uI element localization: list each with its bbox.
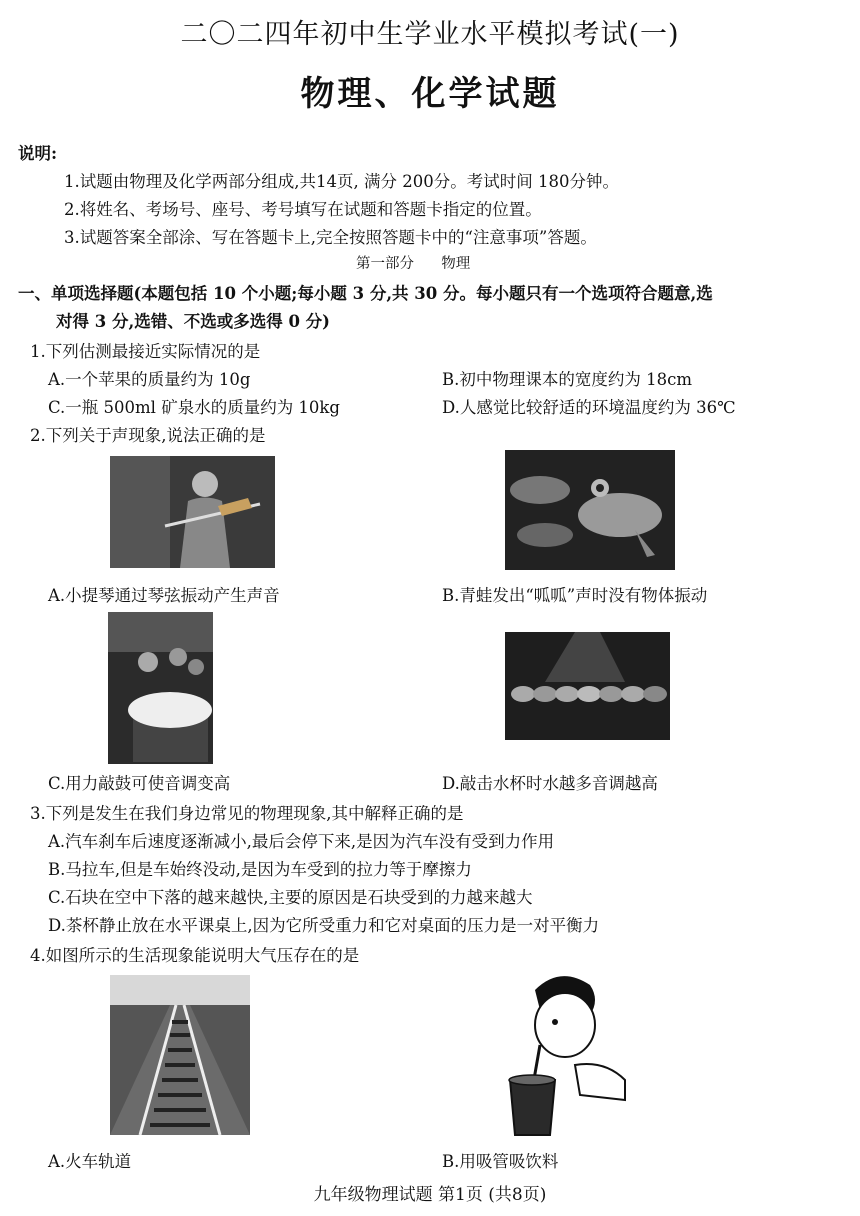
section-heading-line2: 对得 3 分,选错、不选或多选得 0 分) — [56, 312, 330, 331]
violin-player-photo — [110, 456, 275, 568]
boy-drinking-straw-illustration — [495, 970, 630, 1138]
q1-stem: 1.下列估测最接近实际情况的是 — [30, 342, 261, 361]
q1-option-c: C.一瓶 500ml 矿泉水的质量约为 10kg — [48, 398, 340, 417]
q3-option-c: C.石块在空中下落的越来越快,主要的原因是石块受到的力越来越大 — [48, 888, 533, 907]
q4-stem: 4.如图所示的生活现象能说明大气压存在的是 — [30, 946, 360, 965]
exam-title: 二〇二四年初中生学业水平模拟考试(一) — [180, 19, 680, 50]
q2-stem: 2.下列关于声现象,说法正确的是 — [30, 426, 266, 445]
drum-photo — [108, 612, 213, 764]
q1-option-a: A.一个苹果的质量约为 10g — [48, 370, 251, 389]
q3-option-a: A.汽车刹车后速度逐渐减小,最后会停下来,是因为汽车没有受到力作用 — [48, 832, 555, 851]
q1-option-d: D.人感觉比较舒适的环境温度约为 36℃ — [442, 398, 736, 417]
water-glasses-photo — [505, 632, 670, 740]
q2-option-c: C.用力敲鼓可使音调变高 — [48, 774, 231, 793]
note-item-2: 2.将姓名、考场号、座号、考号填写在试题和答题卡指定的位置。 — [64, 200, 542, 219]
q3-option-d: D.茶杯静止放在水平课桌上,因为它所受重力和它对桌面的压力是一对平衡力 — [48, 916, 600, 935]
notes-heading: 说明: — [18, 144, 58, 163]
q2-option-b: B.青蛙发出“呱呱”声时没有物体振动 — [442, 586, 708, 605]
note-item-3: 3.试题答案全部涂、写在答题卡上,完全按照答题卡中的“注意事项”答题。 — [64, 228, 597, 247]
subject-title: 物理、化学试题 — [300, 74, 560, 114]
q4-option-a: A.火车轨道 — [48, 1152, 132, 1171]
q3-option-b: B.马拉车,但是车始终没动,是因为车受到的拉力等于摩擦力 — [48, 860, 472, 879]
part-subject-text: 物理 — [441, 256, 471, 272]
part-label-text: 第一部分 — [356, 256, 414, 272]
railway-track-photo — [110, 975, 250, 1135]
q1-option-b: B.初中物理课本的宽度约为 18cm — [442, 370, 692, 389]
q2-option-d: D.敲击水杯时水越多音调越高 — [442, 774, 658, 793]
part-label — [356, 252, 470, 273]
q3-stem: 3.下列是发生在我们身边常见的物理现象,其中解释正确的是 — [30, 804, 464, 823]
frog-photo — [505, 450, 675, 570]
section-heading-line1: 一、单项选择题(本题包括 10 个小题;每小题 3 分,共 30 分。每小题只有一个选项符合题意,选 — [18, 284, 713, 303]
note-item-1: 1.试题由物理及化学两部分组成,共14页, 满分 200分。考试时间 180分钟。 — [64, 172, 619, 191]
page-footer: 九年级物理试题 第1页 (共8页) — [313, 1185, 547, 1205]
q2-option-a: A.小提琴通过琴弦振动产生声音 — [48, 586, 280, 605]
q4-option-b: B.用吸管吸饮料 — [442, 1152, 559, 1171]
